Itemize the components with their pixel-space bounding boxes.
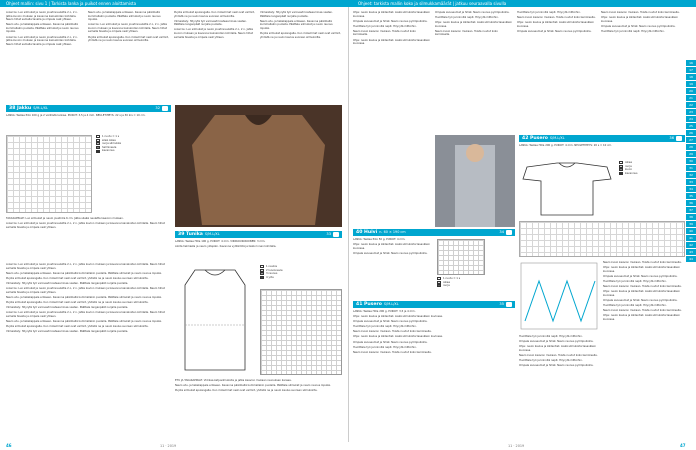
chart-38-pattern [6,135,92,213]
page-index-tab: 21 [686,95,696,101]
section-38-text: LANKA: Teetee Piilo 100 g ja 2 värillistä lankaa. PUIKOT: 3,5 ja 4 mm. NEULETIHEYS: 22 s ja 30 krs = 10 cm. [6,114,146,117]
section-39-header: 39 Tunika S/M-L/XL 33 [175,231,342,238]
legend-symbol-icon [96,135,100,138]
page-index-tabs [686,60,696,263]
legend-symbol-icon [260,269,264,272]
camera-icon [506,230,512,235]
left-page [0,7,348,442]
legend-symbol-icon [437,281,441,284]
page-index-tab: 36 [686,200,696,206]
page-index-tab: 33 [686,179,696,185]
section-38-header: 38 Jakku S/M-L/XL 32 [6,105,171,112]
camera-icon [676,136,682,141]
page-index-tab: 16 [686,60,696,66]
photo-38-jacket [175,105,342,227]
photo-38-garment-shape [175,105,342,227]
page-index-tab: 31 [686,165,696,171]
section-42-long-text: Neulo kuvio kaavion mukaan. Toista ruudut koko kerroksella. Ohje: neulo kaulus ja kädentiet. Lisää silmukoita tasavälein kuviossa. Ompele sivusaumat ja hihat. Neulo reunus pyöröpuikolla. Huolittele työ ja kiinnitä napit. Höyrytä mittoihin. Neulo kuvio kaavion mukaan. Toista ruudut koko kerroksella. Ohje: neulo kaulus ja kädentiet. Lisää silmukoita tasavälein kuviossa. Ompele sivusaumat ja hihat. Neulo reunus pyöröpuikolla. Huolittele työ ja kiinnitä napit. Höyrytä mittoihin. Neulo kuvio kaavion mukaan. Toista ruudut koko kerroksella. Ohje: neulo kaulus ja kädentiet. Lisää silmukoita tasavälein kuviossa. [603,261,682,321]
chart-42-stitch-diagram [519,261,599,331]
photo-40-drawing [435,135,515,227]
camera-icon [333,232,339,237]
page-index-tab: 28 [686,144,696,150]
page-index-tab: 41 [686,235,696,241]
section-41-header: 41 Pusero S/M-L/XL 35 [353,301,515,308]
legend-40: 1 ruutu = 1 s oikea nurja [437,277,513,288]
page-index-tab: 38 [686,214,696,220]
page-index-tab: 42 [686,242,696,248]
left-footer-date: 11 · 2019 [160,444,177,448]
page-index-tab: 40 [686,228,696,234]
left-col-3: Pujota silmukat apulangalle. Kun molemmat osat ovat valmiit, yhdistä ne ja neulo kaulus suoraan silmukoilta. Viimeistely: Höyrytä työ varovasti kosteaa liinaa vasten. Päättele langanpäät nurjalle puolelle. A-kerros: Luo silmukat ja neulo joustinneuletta 2 o, 2 n. Jatka kuvion mukaan ja kavenna kainaloiden kohdalla. Neulo hihat samalla tavalla ja ompele osat yhteen. [174,11,255,39]
page-index-tab: 22 [686,102,696,108]
legend-42: oikea nurja kuvio kavennus [619,161,685,175]
top-bar-left: Ohjeet mallin: sivu 1 | Tarkista lanka ja puikot ennen aloittamista [6,1,137,6]
left-long-text: A-kerros: Luo silmukat ja neulo joustinneuletta 2 o, 2 n. Jatka kuvion mukaan ja kavenna kainaloiden kohdalla. Neulo hihat samalla tavalla ja ompele osat yhteen. Neulo etu- ja takakappale erikseen. Kavenna pääntiellä kummallakin puolella. Päättele silmukat ja neulo reunus lopuksi. Pujota silmukat apulangalle. Kun molemmat osat ovat valmiit, yhdistä ne ja neulo kaulus suoraan silmukoilta. Viimeistely: Höyrytä työ varovasti kosteaa liinaa vasten. Päättele langanpäät nurjalle puolelle. A-kerros: Luo silmukat ja neulo joustinneuletta 2 o, 2 n. Jatka kuvion mukaan ja kavenna kainaloiden kohdalla. Neulo hihat samalla tavalla ja ompele osat yhteen. Neulo etu- ja takakappale erikseen. Kavenna pääntiellä kummallakin puolella. Päättele silmukat ja neulo reunus lopuksi. Pujota silmukat apulangalle. Kun molemmat osat ovat valmiit, yhdistä ne ja neulo kaulus suoraan silmukoilta. Viimeistely: Höyrytä työ varovasti kosteaa liinaa vasten. Päättele langanpäät nurjalle puolelle. A-kerros: Luo silmukat ja neulo joustinneuletta 2 o, 2 n. Jatka kuvion mukaan ja kavenna kainaloiden kohdalla. Neulo hihat samalla tavalla ja ompele osat yhteen. Neulo etu- ja takakappale erikseen. Kavenna pääntiellä kummallakin puolella. Päättele silmukat ja neulo reunus lopuksi. Pujota silmukat apulangalle. Kun molemmat osat ovat valmiit, yhdistä ne ja neulo kaulus suoraan silmukoilta. Viimeistely: Höyrytä työ varovasti kosteaa liinaa vasten. Päättele langanpäät nurjalle puolelle. [6,263,165,333]
page-index-tab: 39 [686,221,696,227]
left-col-1: A-kerros: Luo silmukat ja neulo joustinneuletta 2 o, 2 n. Jatka kuvion mukaan ja kavenna kainaloiden kohdalla. Neulo hihat samalla tavalla ja ompele osat yhteen. Neulo etu- ja takakappale erikseen. Kavenna pääntiellä kummallakin puolella. Päättele silmukat ja neulo reunus lopuksi. A-kerros: Luo silmukat ja neulo joustinneuletta 2 o, 2 n. Jatka kuvion mukaan ja kavenna kainaloiden kohdalla. Neulo hihat samalla tavalla ja ompele osat yhteen. [6,11,79,46]
page-index-tab: 24 [686,116,696,122]
page-index-tab: 29 [686,151,696,157]
chart-39-schema-drawing [175,265,255,375]
legend-symbol-icon [619,172,623,175]
chart-40-pattern [437,239,485,275]
top-bar [0,0,696,7]
legend-39: 1 neulos 2 kuvioneule 3 reunus 4 ylös [260,265,340,279]
legend-symbol-icon [96,139,100,142]
left-footer [0,442,348,450]
left-page-number: 46 [6,443,12,448]
right-bottom-text: Huolittele työ ja kiinnitä napit. Höyrytä mittoihin. Ompele sivusaumat ja hihat. Neulo reunus pyöröpuikolla. Ohje: neulo kaulus ja kädentiet. Lisää silmukoita tasavälein kuviossa. Neulo kuvio kaavion mukaan. Toista ruudut koko kerroksella. Huolittele työ ja kiinnitä napit. Höyrytä mittoihin. Ompele sivusaumat ja hihat. Neulo reunus pyöröpuikolla. [519,335,598,368]
page-index-tab: 37 [686,207,696,213]
section-41-text: LANKA: Teetee Hilla 200 g. PUIKOT: 3,5 ja 4 mm. Ohje: neulo kaulus ja kädentiet. Lisää silmukoita tasavälein kuviossa. Ompele sivusaumat ja hihat. Neulo reunus pyöröpuikolla. Huolittele työ ja kiinnitä napit. Höyrytä mittoihin. Neulo kuvio kaavion mukaan. Toista ruudut koko kerroksella. Ohje: neulo kaulus ja kädentiet. Lisää silmukoita tasavälein kuviossa. Ompele sivusaumat ja hihat. Neulo reunus pyöröpuikolla. Huolittele työ ja kiinnitä napit. Höyrytä mittoihin. Neulo kuvio kaavion mukaan. Toista ruudut koko kerroksella. [353,310,443,354]
page-index-tab: 23 [686,109,696,115]
left-col-2: Neulo etu- ja takakappale erikseen. Kavenna pääntiellä kummallakin puolella. Päättele silmukat ja neulo reunus lopuksi. A-kerros: Luo silmukat ja neulo joustinneuletta 2 o, 2 n. Jatka kuvion mukaan ja kavenna kainaloiden kohdalla. Neulo hihat samalla tavalla ja ompele osat yhteen. Pujota silmukat apulangalle. Kun molemmat osat ovat valmiit, yhdistä ne ja neulo kaulus suoraan silmukoilta. [88,11,169,43]
camera-icon [162,106,168,111]
page-index-tab: 44 [686,256,696,262]
page-index-tab: 27 [686,137,696,143]
section-42-text: LANKA: Teetee Hilla 200 g. PUIKOT: 4 mm. NEULETIHEYS: 20 s = 10 cm. [519,144,612,147]
page-index-tab: 35 [686,193,696,199]
right-footer-date: 11 · 2019 [508,444,525,448]
section-38-under-text: TAKAKAPPALE: Luo silmukat ja neulo joustinta 6 cm. Jatka sileää neuletta kaavion mukaan. A-kerros: Luo silmukat ja neulo joustinneuletta 2 o, 2 n. Jatka kuvion mukaan ja kavenna kainaloiden kohdalla. Neulo hihat samalla tavalla ja ompele osat yhteen. [6,217,165,229]
right-col-3: Huolittele työ ja kiinnitä napit. Höyrytä mittoihin. Neulo kuvio kaavion mukaan. Toista ruudut koko kerroksella. Ohje: neulo kaulus ja kädentiet. Lisää silmukoita tasavälein kuviossa. Ompele sivusaumat ja hihat. Neulo reunus pyöröpuikolla. [517,11,596,33]
page-index-tab: 20 [686,88,696,94]
right-page-number: 47 [680,443,686,448]
section-40-header: 40 Huivi n. 60 × 190 cm 34 [353,229,515,236]
page-index-tab: 17 [686,67,696,73]
page-index-tab: 26 [686,130,696,136]
chart-42-pattern [519,221,685,257]
top-bar-right: Ohjeet: tarkista mallin koko ja silmukkamäärät | jatkuu seuraavalla sivulla [358,1,507,6]
section-39-text: LANKA: Teetee Hilla 100 g. PUIKOT: 4 mm. VIRKKOUKOKOINEN: 3 mm. Aloita helmasta ja neulo ylöspäin. Kavenna vyötäröllä ja lisää rinnan kohdalla. [175,240,277,249]
legend-38: 1 ruutu = 1 s sileä oikea nurja silmukka helmineule kavennus [96,135,156,153]
right-col-1: Ohje: neulo kaulus ja kädentiet. Lisää silmukoita tasavälein kuviossa. Ompele sivusaumat ja hihat. Neulo reunus pyöröpuikolla. Huolittele työ ja kiinnitä napit. Höyrytä mittoihin. Neulo kuvio kaavion mukaan. Toista ruudut koko kerroksella. Ohje: neulo kaulus ja kädentiet. Lisää silmukoita tasavälein kuviossa. [353,11,430,46]
legend-symbol-icon [619,168,623,171]
left-col-4: Viimeistely: Höyrytä työ varovasti kosteaa liinaa vasten. Päättele langanpäät nurjalle puolelle. Neulo etu- ja takakappale erikseen. Kavenna pääntiellä kummallakin puolella. Päättele silmukat ja neulo reunus lopuksi. Pujota silmukat apulangalle. Kun molemmat osat ovat valmiit, yhdistä ne ja neulo kaulus suoraan silmukoilta. [260,11,341,39]
right-page [348,7,696,442]
chart-42-schema-drawing [519,159,615,219]
photo-40-scarf [435,135,515,227]
section-42-header: 42 Pusero S/M-L/XL 36 [519,135,685,142]
legend-symbol-icon [437,284,441,287]
page-index-tab: 32 [686,172,696,178]
camera-icon [506,302,512,307]
page-index-tab: 18 [686,74,696,80]
section-40-text: LANKA: Teetee Piilo 50 g. PUIKOT: 4 mm. Ohje: neulo kaulus ja kädentiet. Lisää silmukoita tasavälein kuviossa. Ompele sivusaumat ja hihat. Neulo reunus pyöröpuikolla. [353,238,430,255]
right-col-2: Ompele sivusaumat ja hihat. Neulo reunus pyöröpuikolla. Huolittele työ ja kiinnitä napit. Höyrytä mittoihin. Ohje: neulo kaulus ja kädentiet. Lisää silmukoita tasavälein kuviossa. Neulo kuvio kaavion mukaan. Toista ruudut koko kerroksella. [435,11,512,37]
section-39-under-text: ETU JA TAKAKAPPALE: Virkkaa ketjusilmukoita ja jatka kaavion mukaan reunuksen kanssa. Neulo etu- ja takakappale erikseen. Kavenna pääntiellä kummallakin puolella. Päättele silmukat ja neulo reunus lopuksi. Pujota silmukat apulangalle. Kun molemmat osat ovat valmiit, yhdistä ne ja neulo kaulus suoraan silmukoilta. [175,379,332,393]
chart-42-schema [519,159,615,219]
page-index-tab: 19 [686,81,696,87]
legend-symbol-icon [619,161,623,164]
right-col-4: Neulo kuvio kaavion mukaan. Toista ruudut koko kerroksella. Ohje: neulo kaulus ja kädentiet. Lisää silmukoita tasavälein kuviossa. Ompele sivusaumat ja hihat. Neulo reunus pyöröpuikolla. Huolittele työ ja kiinnitä napit. Höyrytä mittoihin. [601,11,680,33]
page-index-tab: 34 [686,186,696,192]
chart-39-stitch [260,289,342,375]
legend-symbol-icon [96,150,100,153]
legend-symbol-icon [437,277,441,280]
legend-symbol-icon [260,265,264,268]
legend-symbol-icon [260,276,264,279]
page-index-tab: 43 [686,249,696,255]
chart-39-schema [175,265,255,375]
page-index-tab: 30 [686,158,696,164]
legend-symbol-icon [260,272,264,275]
page-index-tab: 25 [686,123,696,129]
legend-symbol-icon [619,165,623,168]
legend-symbol-icon [96,146,100,149]
right-footer [348,442,696,450]
legend-symbol-icon [96,142,100,145]
chart-42-stitch-drawing [519,261,599,331]
